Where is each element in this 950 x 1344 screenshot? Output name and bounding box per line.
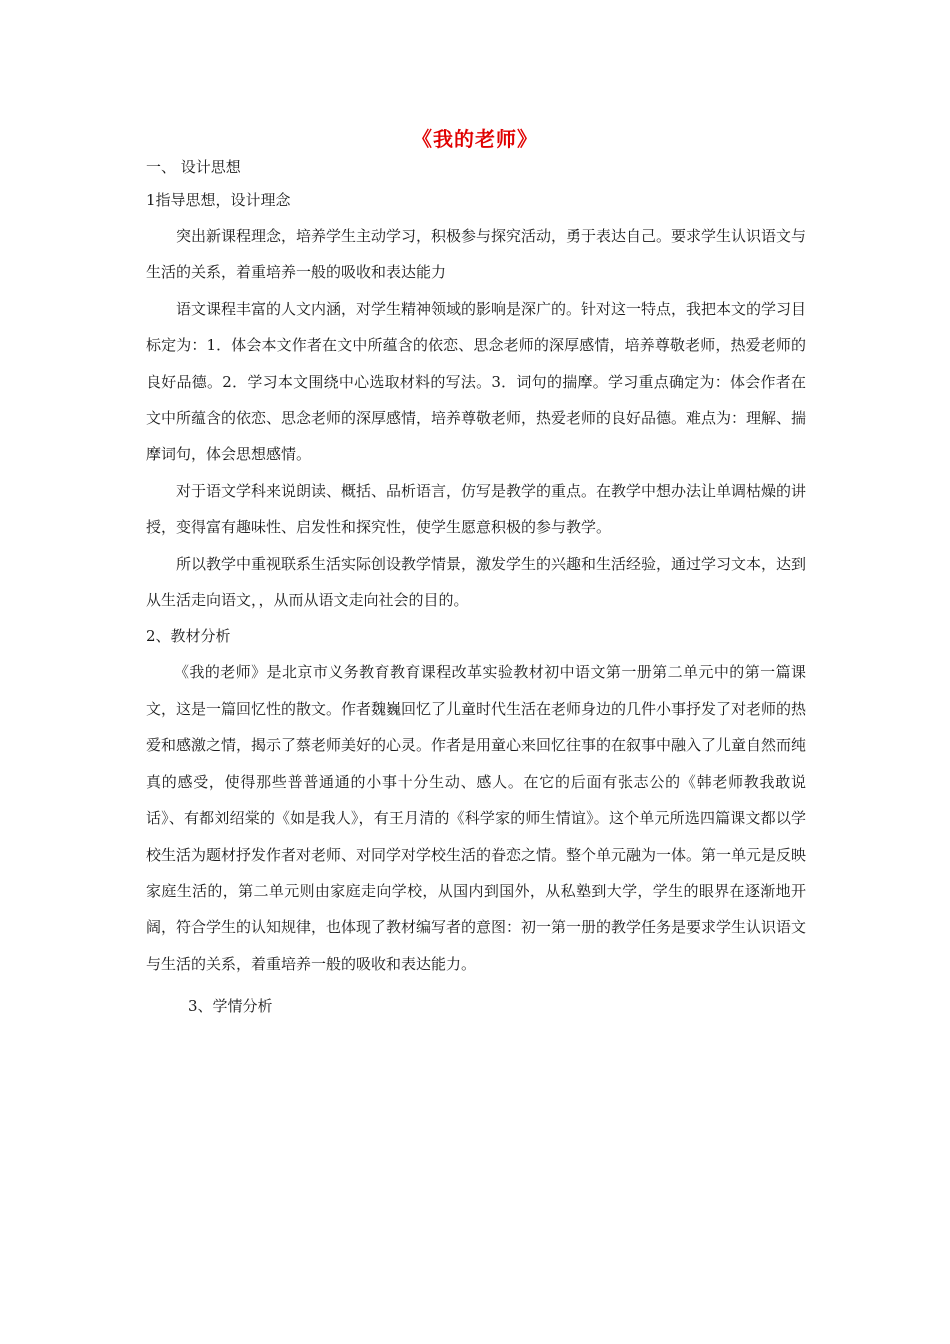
paragraph-textbook-analysis: 《我的老师》是北京市义务教育教育课程改革实验教材初中语文第一册第二单元中的第一篇课文，这是一篇回忆性的散文。作者魏巍回忆了儿童时代生活在老师身边的几件小事抒发了对老师的热爱和感激之情，揭示了蔡老师美好的心灵。作者是用童心来回忆往事的在叙事中融入了儿童自然而纯真的感受，使得那些普普通通的小事十分生动、感人。在它的后面有张志公的《韩老师教我敢说话》、有都刘绍棠的《如是我人》，有王月清的《科学家的师生情谊》。这个单元所选四篇课文都以学校生活为题材抒发作者对老师、对同学对学校生活的眷恋之情。整个单元融为一体。第一单元是反映家庭生活的，第二单元则由家庭走向学校，从国内到国外，从私塾到大学，学生的眼界在逐渐地开阔，符合学生的认知规律，也体现了教材编写者的意图：初一第一册的教学任务是要求学生认识语文与生活的关系，着重培养一般的吸收和表达能力。 <box>146 663 807 973</box>
paragraph-teaching-focus: 对于语文学科来说朗读、概括、品析语言，仿写是教学的重点。在教学中想办法让单调枯燥的讲授，变得富有趣味性、启发性和探究性，使学生愿意积极的参与教学。 <box>146 481 807 537</box>
subsection-heading-guiding-ideas: 1指导思想，设计理念 <box>146 191 291 209</box>
subsection-heading-textbook-analysis: 2、教材分析 <box>146 627 231 646</box>
paragraph-learning-goals: 语文课程丰富的人文内涵，对学生精神领域的影响是深广的。针对这一特点，我把本文的学习目标定为：1．体会本文作者在文中所蕴含的依恋、思念老师的深厚感情，培养尊敬老师，热爱老师的良好品德。2．学习本文围绕中心选取材料的写法。3．词句的揣摩。学习重点确定为：体会作者在文中所蕴含的依恋、思念老师的深厚感情，培养尊敬老师，热爱老师的良好品德。难点为：理解、揣摩词句，体会思想感情。 <box>146 299 807 464</box>
document-title: 《我的老师》 <box>412 127 538 151</box>
subsection-heading-student-analysis: 3、学情分析 <box>188 997 273 1016</box>
section-heading-design-thinking: 一、 设计思想 <box>146 158 241 176</box>
paragraph-course-philosophy: 突出新课程理念，培养学生主动学习，积极参与探究活动，勇于表达自己。要求学生认识语文与生活的关系，着重培养一般的吸收和表达能力 <box>146 227 807 282</box>
document-body <box>146 152 806 1024</box>
paragraph-life-connection: 所以教学中重视联系生活实际创设教学情景，激发学生的兴趣和生活经验，通过学习文本，达到从生活走向语文，，从而从语文走向社会的目的。 <box>146 554 807 610</box>
